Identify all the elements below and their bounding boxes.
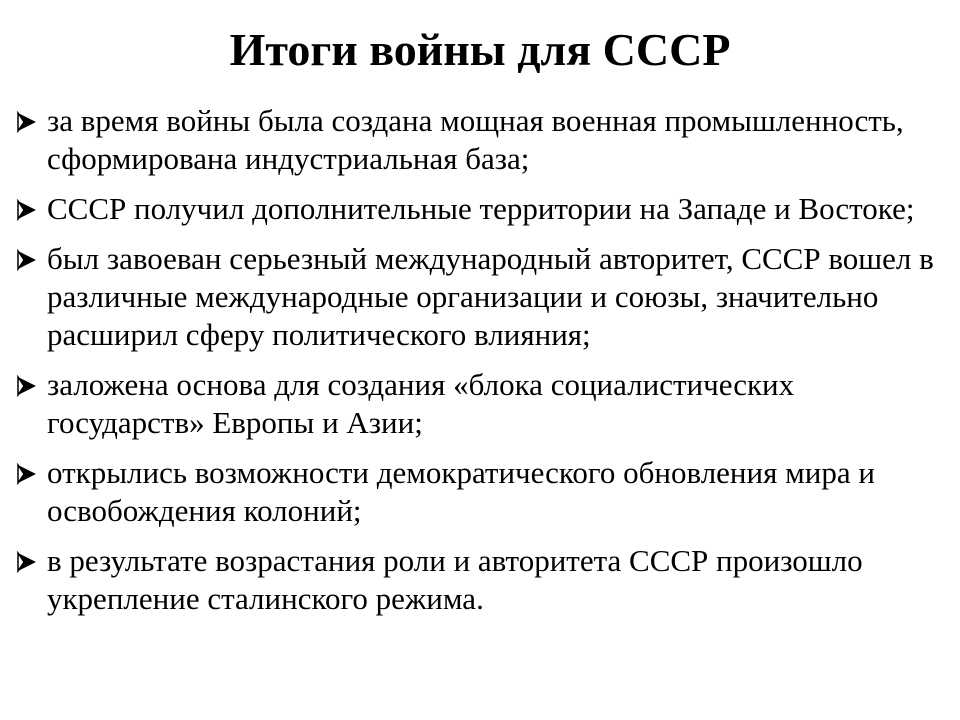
bullet-text: за время войны была создана мощная военная промышленность, сформирована индустриальная база; xyxy=(47,103,904,176)
bullet-text: в результате возрастания роли и авторитета СССР произошло укрепление сталинского режима. xyxy=(47,543,863,616)
arrowhead-bullet-icon xyxy=(16,375,38,397)
bullet-item xyxy=(12,366,952,442)
arrowhead-bullet-icon xyxy=(16,199,38,221)
bullet-item xyxy=(12,102,952,178)
bullet-list xyxy=(12,102,952,630)
slide-title: Итоги войны для СССР xyxy=(229,24,731,75)
arrowhead-bullet-icon xyxy=(16,249,38,271)
bullet-text: СССР получил дополнительные территории на Западе и Востоке; xyxy=(47,191,915,226)
arrowhead-bullet-icon xyxy=(16,551,38,573)
bullet-text: заложена основа для создания «блока социалистических государств» Европы и Азии; xyxy=(47,367,795,440)
bullet-item xyxy=(12,240,952,354)
bullet-item xyxy=(12,542,952,618)
bullet-text: был завоеван серьезный международный авторитет, СССР вошел в различные международные организации и союзы, значительно расширил сферу политического влияния; xyxy=(47,241,934,352)
bullet-item xyxy=(12,190,952,228)
arrowhead-bullet-icon xyxy=(16,463,38,485)
bullet-item xyxy=(12,454,952,530)
arrowhead-bullet-icon xyxy=(16,111,38,133)
bullet-text: открылись возможности демократического обновления мира и освобождения колоний; xyxy=(47,455,875,528)
